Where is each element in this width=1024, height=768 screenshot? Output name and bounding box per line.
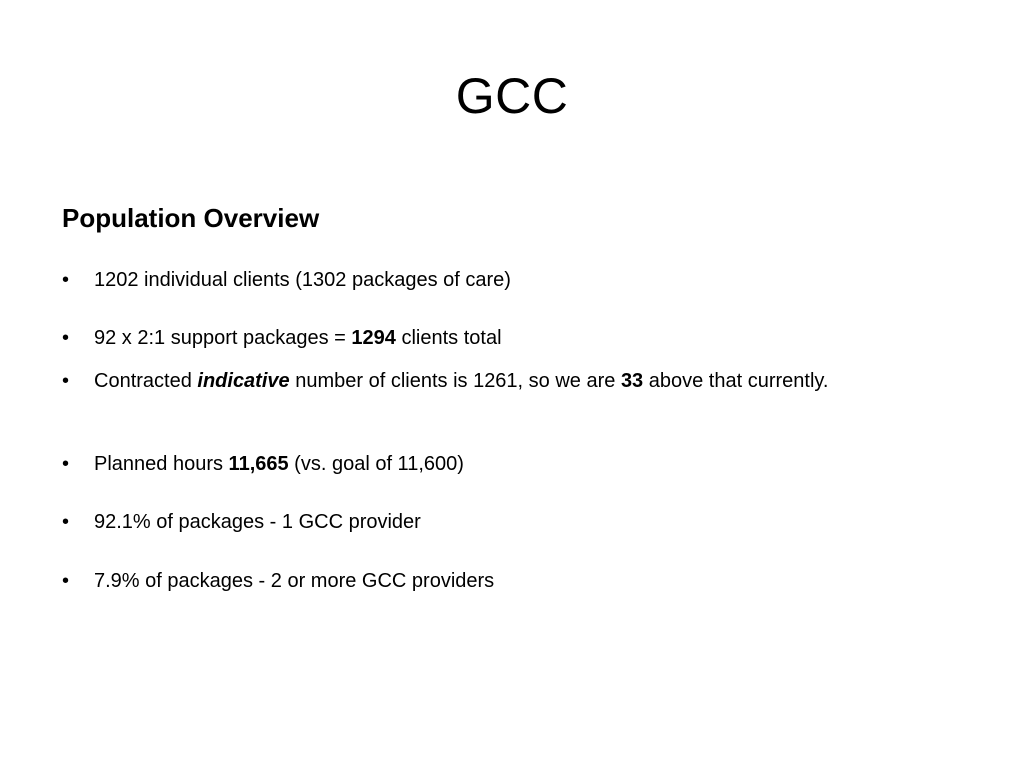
bullet-text: Contracted indicative number of clients is 1261, so we are 33 above that currently.	[94, 370, 829, 392]
bullet-item	[62, 507, 942, 537]
bold-value: 11,665	[228, 453, 289, 475]
bullet-text: 92 x 2:1 support packages = 1294 clients total	[94, 327, 502, 349]
bold-value: 1294	[351, 327, 396, 349]
bullet-dot-icon: •	[62, 370, 70, 392]
bullet-item	[62, 449, 942, 479]
bullet-dot-icon: •	[62, 570, 70, 592]
section-heading: Population Overview	[62, 203, 320, 233]
bullet-text: 7.9% of packages - 2 or more GCC providers	[94, 570, 495, 592]
bullet-dot-icon: •	[62, 327, 70, 349]
bullet-dot-icon: •	[62, 511, 70, 533]
bullet-item	[62, 566, 942, 596]
bullet-dot-icon: •	[62, 453, 70, 475]
bullet-text: Planned hours 11,665 (vs. goal of 11,600)	[94, 453, 464, 475]
emphasis-word: indicative	[197, 370, 290, 392]
slide-title: GCC	[455, 68, 569, 124]
bold-value: 33	[620, 370, 644, 392]
bullet-dot-icon: •	[62, 269, 70, 291]
bullet-item	[62, 265, 942, 295]
bullet-text: 92.1% of packages - 1 GCC provider	[94, 511, 421, 533]
bullet-item	[62, 366, 942, 396]
bullet-item	[62, 323, 942, 353]
bullet-text: 1202 individual clients (1302 packages of care)	[94, 269, 511, 291]
